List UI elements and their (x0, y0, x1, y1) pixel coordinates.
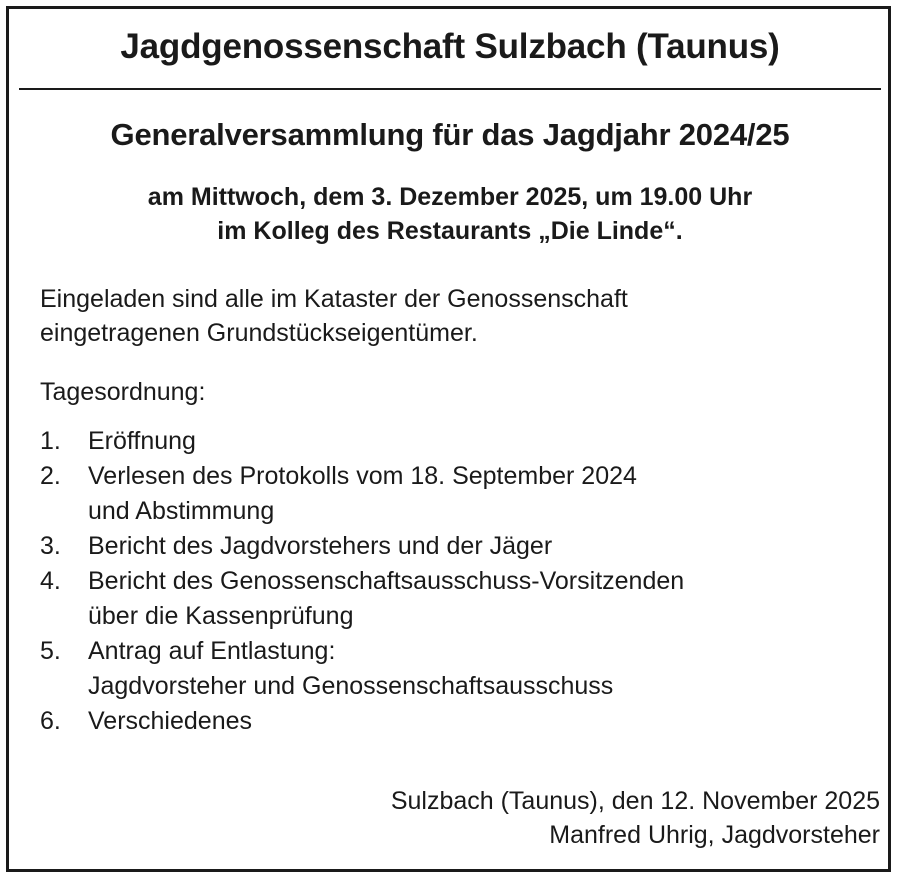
invitation-line: Eingeladen sind alle im Kataster der Genossenschaft (40, 285, 628, 313)
meeting-heading: Generalversammlung für das Jagdjahr 2024/25 (110, 117, 790, 152)
agenda-item (40, 634, 684, 704)
agenda-item-line: Antrag auf Entlastung: (88, 637, 336, 665)
agenda-item-text (88, 564, 684, 634)
agenda-item-line: Verlesen des Protokolls vom 18. September 2024 (88, 462, 637, 490)
agenda-label: Tagesordnung: (40, 378, 206, 406)
title-divider (19, 88, 881, 90)
agenda-item (40, 529, 684, 564)
agenda-item-line: Bericht des Jagdvorstehers und der Jäger (88, 532, 553, 560)
agenda-item (40, 424, 684, 459)
signatory: Manfred Uhrig, Jagdvorsteher (549, 821, 880, 849)
place-date: Sulzbach (Taunus), den 12. November 2025 (390, 787, 880, 815)
agenda-item (40, 459, 684, 529)
meeting-location: im Kolleg des Restaurants „Die Linde“. (217, 217, 683, 245)
meeting-date: am Mittwoch, dem 3. Dezember 2025, um 19.00 Uhr (147, 183, 753, 211)
agenda-item-number: 2. (40, 462, 61, 490)
agenda-item-number: 3. (40, 532, 61, 560)
agenda-item-line: Verschiedenes (88, 707, 253, 735)
agenda-item-number: 4. (40, 567, 61, 595)
invitation-text (40, 282, 628, 350)
agenda-item-text (88, 704, 252, 739)
notice-title: Jagdgenossenschaft Sulzbach (Taunus) (120, 27, 780, 66)
agenda-item-line: Jagdvorsteher und Genossenschaftsausschuss (88, 672, 614, 700)
agenda-item-text (88, 424, 196, 459)
agenda-item-line: Bericht des Genossenschaftsausschuss-Vorsitzenden (88, 567, 685, 595)
agenda-item-number: 1. (40, 427, 61, 455)
agenda-item-line: Eröffnung (88, 427, 196, 455)
agenda-item-number: 6. (40, 707, 61, 735)
agenda-item-number: 5. (40, 637, 61, 665)
agenda-item-line: und Abstimmung (88, 497, 275, 525)
agenda-item-line: über die Kassenprüfung (88, 602, 354, 630)
agenda-item-text (88, 634, 613, 704)
agenda-item-text (88, 459, 637, 529)
invitation-line: eingetragenen Grundstückseigentümer. (40, 319, 478, 347)
agenda-item-text (88, 529, 552, 564)
signoff (391, 784, 880, 852)
agenda-list (40, 424, 684, 739)
agenda-item (40, 704, 684, 739)
meeting-date-location (0, 180, 900, 248)
agenda-item (40, 564, 684, 634)
